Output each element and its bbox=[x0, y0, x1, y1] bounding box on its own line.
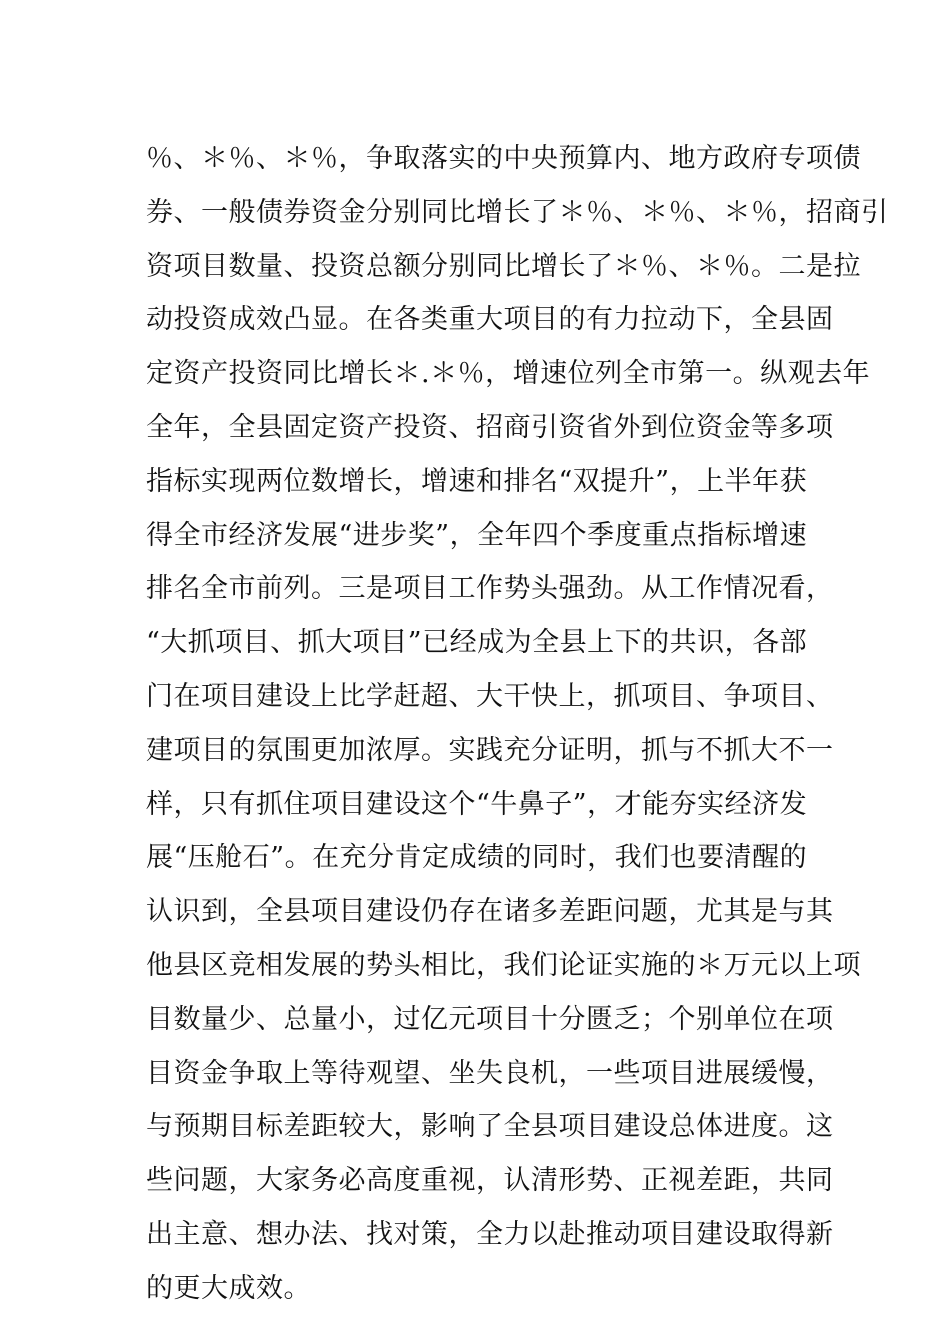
paragraph-line: ％、＊％、＊％，争取落实的中央预算内、地方政府专项债 bbox=[146, 143, 861, 174]
paragraph-line: 他县区竞相发展的势头相比，我们论证实施的＊万元以上项 bbox=[146, 949, 861, 981]
paragraph-line: 展“压舱石”。在充分肯定成绩的同时，我们也要清醒的 bbox=[146, 842, 808, 874]
paragraph-line: 出主意、想办法、找对策，全力以赴推动项目建设取得新 bbox=[146, 1218, 834, 1250]
paragraph-line: 认识到，全县项目建设仍存在诸多差距问题，尤其是与其 bbox=[146, 896, 834, 928]
paragraph-line: 目数量少、总量小，过亿元项目十分匮乏；个别单位在项 bbox=[146, 1003, 834, 1035]
paragraph-line: “大抓项目、抓大项目”已经成为全县上下的共识，各部 bbox=[146, 627, 808, 659]
paragraph-line: 全年，全县固定资产投资、招商引资省外到位资金等多项 bbox=[146, 411, 834, 443]
paragraph-line: 门在项目建设上比学赶超、大干快上，抓项目、争项目、 bbox=[146, 680, 834, 712]
paragraph-line: 目资金争取上等待观望、坐失良机，一些项目进展缓慢， bbox=[146, 1057, 834, 1089]
body-paragraph bbox=[146, 132, 889, 1316]
paragraph-line: 建项目的氛围更加浓厚。实践充分证明，抓与不抓大不一 bbox=[146, 734, 834, 766]
paragraph-line: 排名全市前列。三是项目工作势头强劲。从工作情况看， bbox=[146, 573, 834, 605]
paragraph-line: 动投资成效凸显。在各类重大项目的有力拉动下，全县固 bbox=[146, 304, 834, 336]
paragraph-line: 与预期目标差距较大，影响了全县项目建设总体进度。这 bbox=[146, 1111, 834, 1143]
paragraph-line: 定资产投资同比增长＊.＊％，增速位列全市第一。纵观去年 bbox=[146, 358, 871, 390]
paragraph-line: 券、一般债券资金分别同比增长了＊％、＊％、＊％，招商引 bbox=[146, 196, 889, 228]
paragraph-line: 样，只有抓住项目建设这个“牛鼻子”，才能夯实经济发 bbox=[146, 788, 808, 820]
paragraph-line: 指标实现两位数增长，增速和排名“双提升”，上半年获 bbox=[146, 465, 808, 497]
paragraph-line: 资项目数量、投资总额分别同比增长了＊％、＊％。二是拉 bbox=[146, 250, 861, 282]
paragraph-line: 些问题，大家务必高度重视，认清形势、正视差距，共同 bbox=[146, 1165, 834, 1197]
paragraph-line: 得全市经济发展“进步奖”，全年四个季度重点指标增速 bbox=[146, 519, 808, 551]
paragraph-line: 的更大成效。 bbox=[146, 1272, 311, 1304]
